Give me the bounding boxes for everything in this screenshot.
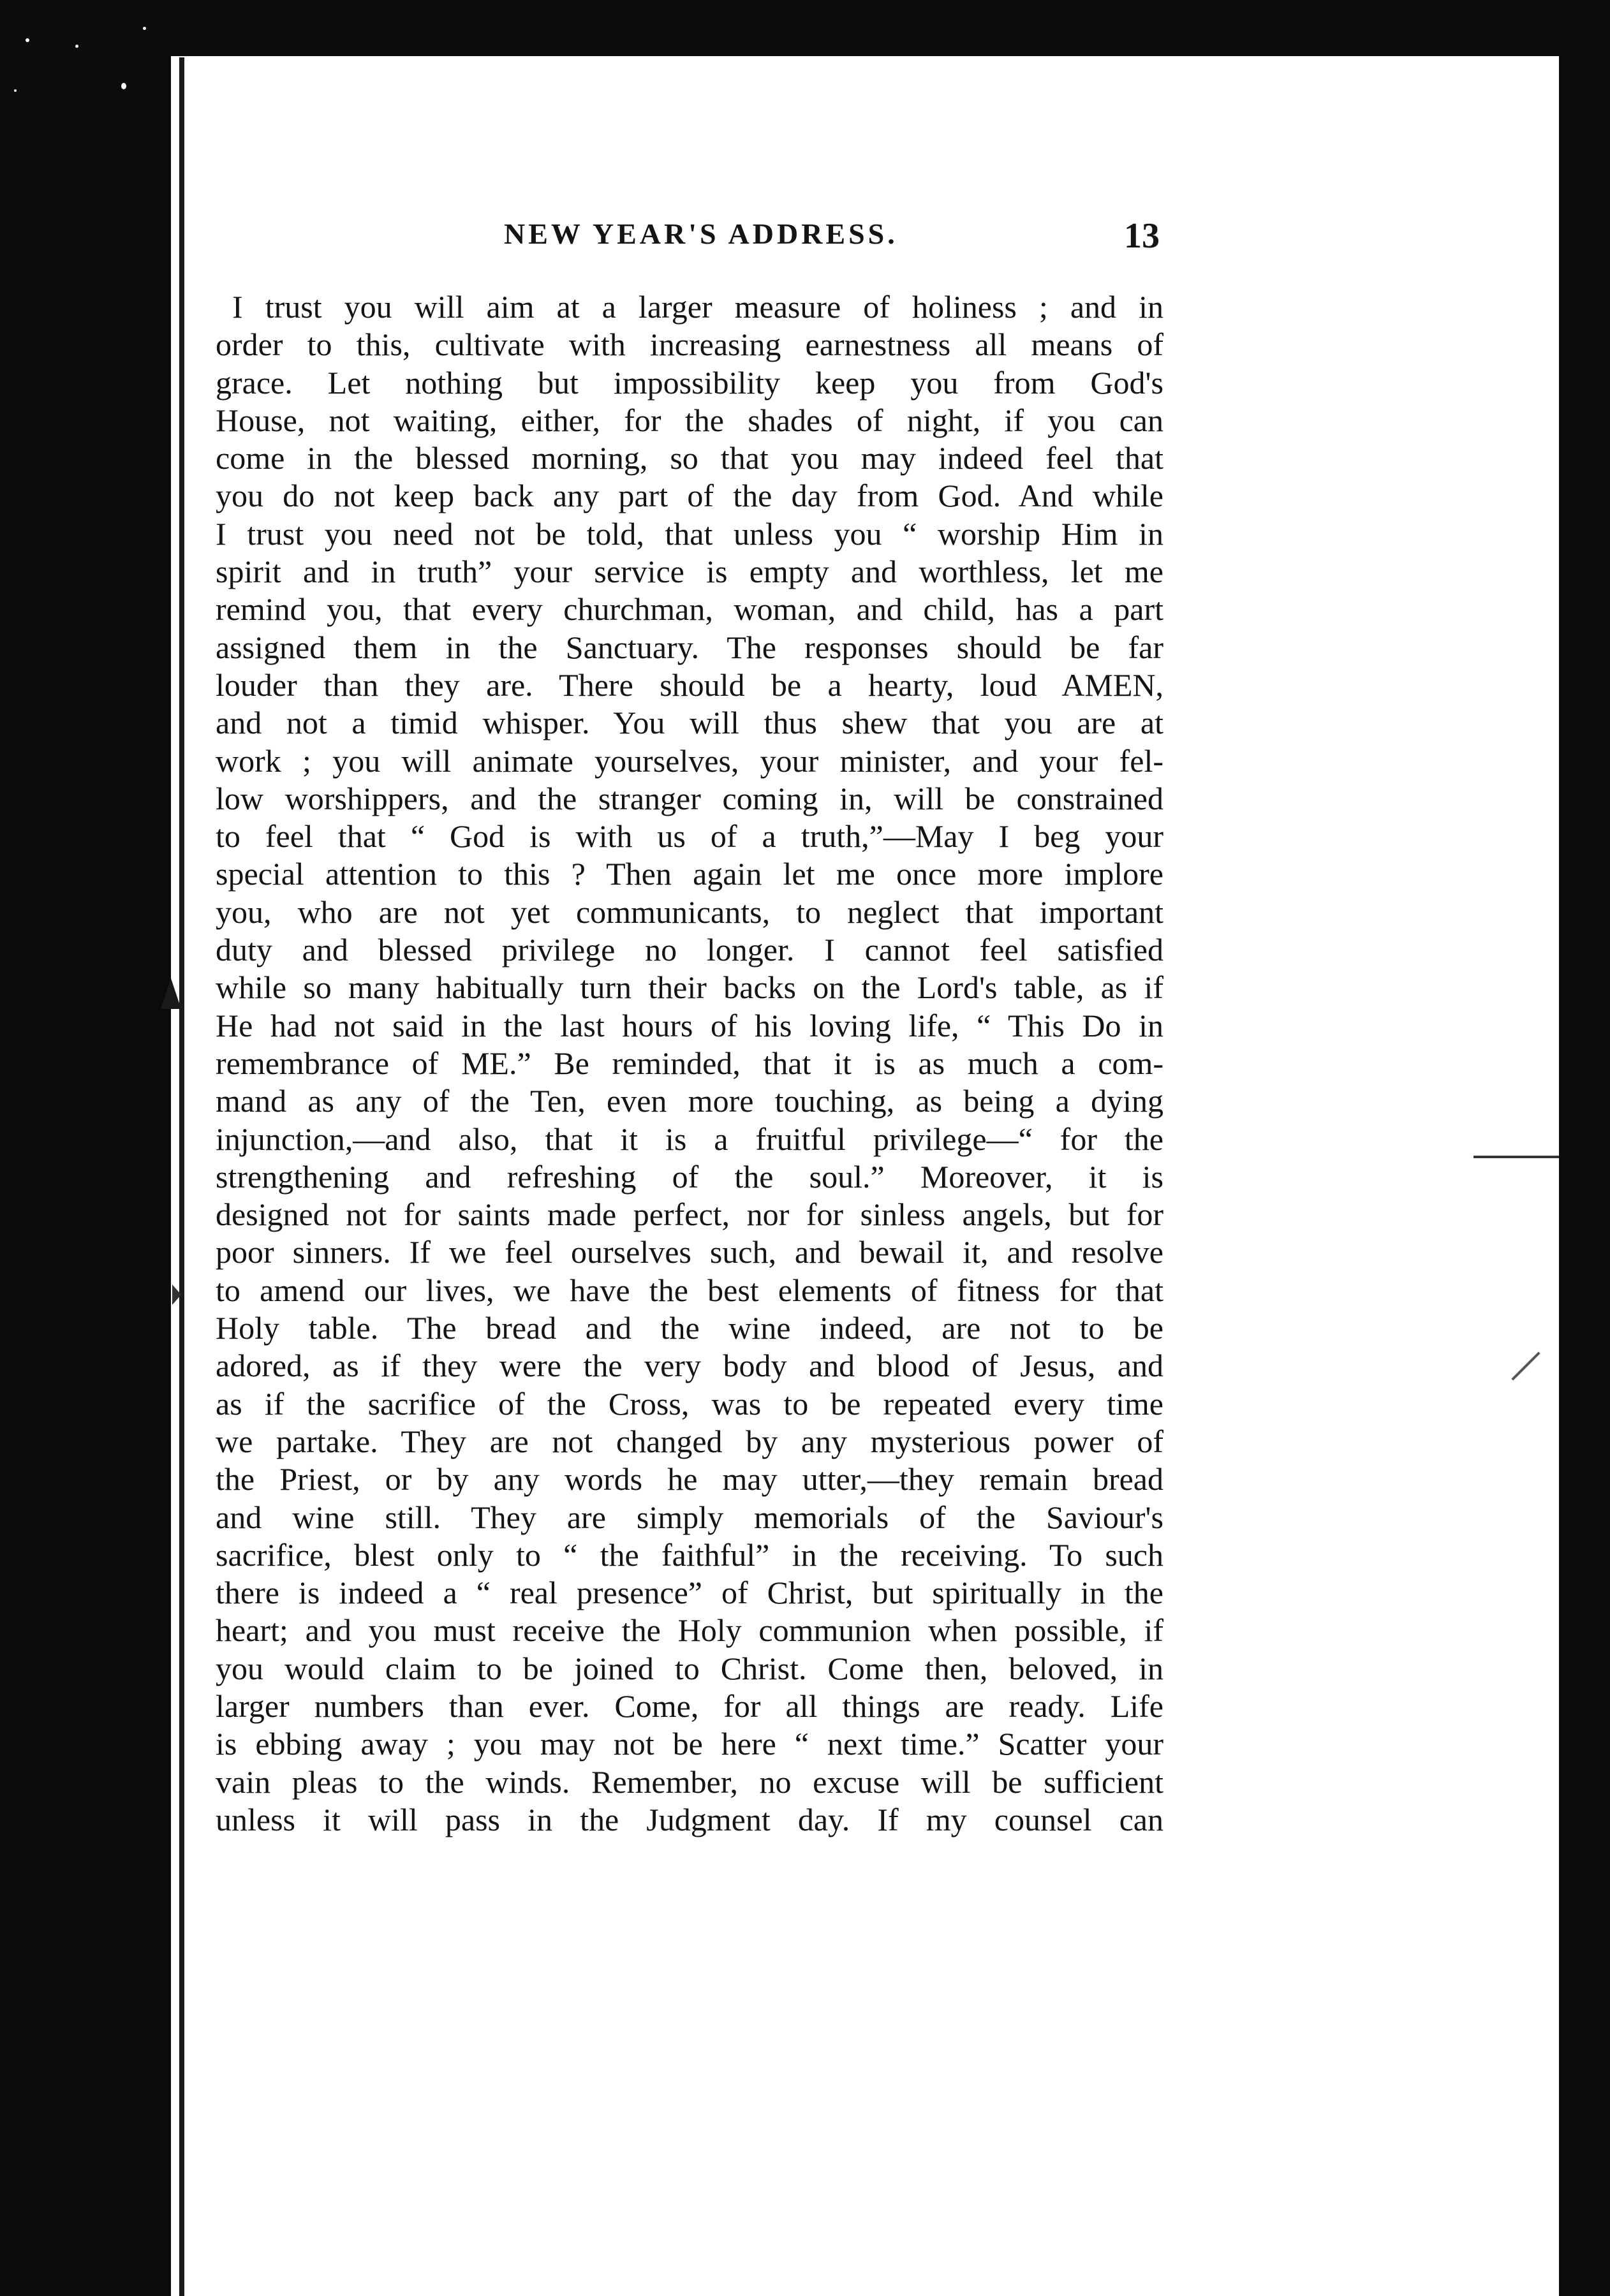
text-line: mand as any of the Ten, even more touching, as being a dying — [216, 1083, 1163, 1119]
margin-mark-small — [171, 1282, 182, 1307]
text-line: while so many habitually turn their backs on the Lord's table, as if — [216, 969, 1163, 1006]
text-line: is ebbing away ; you may not be here “ next time.” Scatter your — [216, 1726, 1163, 1762]
text-line: strengthening and refreshing of the soul.” Moreover, it is — [216, 1158, 1163, 1195]
text-line: there is indeed a “ real presence” of Christ, but spiritually in the — [216, 1575, 1163, 1611]
margin-stroke — [1511, 1351, 1540, 1380]
text-line: come in the blessed morning, so that you may indeed feel that — [216, 440, 1163, 476]
text-line: you, who are not yet communicants, to neglect that important — [216, 894, 1163, 930]
text-line: remembrance of ME.” Be reminded, that it is as much a com- — [216, 1045, 1163, 1081]
text-line: you would claim to be joined to Christ. Come then, beloved, in — [216, 1650, 1163, 1686]
margin-rule — [1473, 1156, 1559, 1158]
page-number: 13 — [1124, 216, 1160, 256]
text-line: special attention to this ? Then again let me once more implore — [216, 856, 1163, 892]
text-line: duty and blessed privilege no longer. I cannot feel satisfied — [216, 932, 1163, 968]
margin-mark — [158, 977, 184, 1013]
text-line: order to this, cultivate with increasing earnestness all means of — [216, 327, 1163, 363]
text-line: and wine still. They are simply memorials of the Saviour's — [216, 1499, 1163, 1535]
text-line: remind you, that every churchman, woman, and child, has a part — [216, 591, 1163, 628]
text-line: we partake. They are not changed by any mysterious power of — [216, 1423, 1163, 1459]
text-line: to feel that “ God is with us of a truth,”—May I beg your — [216, 818, 1163, 855]
scan-border-right — [1559, 0, 1610, 2296]
text-line: work ; you will animate yourselves, your minister, and your fel- — [216, 742, 1163, 779]
text-line: injunction,—and also, that it is a fruitful privilege—“ for the — [216, 1121, 1163, 1157]
scan-border-top — [0, 0, 1610, 56]
text-line: the Priest, or by any words he may utter,—they remain bread — [216, 1461, 1163, 1498]
text-line: as if the sacrifice of the Cross, was to be repeated every time — [216, 1385, 1163, 1422]
page-gutter-line — [179, 57, 184, 2296]
text-line: grace. Let nothing but impossibility keep you from God's — [216, 364, 1163, 401]
text-line: you do not keep back any part of the day from God. And while — [216, 478, 1163, 514]
text-line: I trust you need not be told, that unless you “ worship Him in — [216, 515, 1163, 552]
text-line: I trust you will aim at a larger measure of holiness ; and in — [232, 289, 1163, 325]
text-line: to amend our lives, we have the best elements of fitness for that — [216, 1272, 1163, 1308]
text-line: sacrifice, blest only to “ the faithful” in the receiving. To such — [216, 1536, 1163, 1573]
text-line: heart; and you must receive the Holy communion when possible, if — [216, 1612, 1163, 1649]
text-line: low worshippers, and the stranger coming in, will be constrained — [216, 780, 1163, 816]
body-text — [216, 288, 1163, 1839]
text-line: He had not said in the last hours of his loving life, “ This Do in — [216, 1007, 1163, 1043]
text-line: spirit and in truth” your service is empty and worthless, let me — [216, 554, 1163, 590]
text-line: vain pleas to the winds. Remember, no excuse will be sufficient — [216, 1763, 1163, 1800]
text-line: louder than they are. There should be a hearty, loud AMEN, — [216, 666, 1163, 703]
text-line: larger numbers than ever. Come, for all things are ready. Life — [216, 1688, 1163, 1724]
text-line: assigned them in the Sanctuary. The responses should be far — [216, 629, 1163, 665]
scan-border-left — [0, 0, 171, 2296]
text-line: poor sinners. If we feel ourselves such, and bewail it, and resolve — [216, 1234, 1163, 1270]
text-line: unless it will pass in the Judgment day. If my counsel can — [216, 1801, 1163, 1837]
text-line: designed not for saints made perfect, nor for sinless angels, but for — [216, 1196, 1163, 1233]
text-line: Holy table. The bread and the wine indeed, are not to be — [216, 1310, 1163, 1346]
text-line: and not a timid whisper. You will thus shew that you are at — [216, 705, 1163, 741]
text-line: adored, as if they were the very body and blood of Jesus, and — [216, 1348, 1163, 1384]
running-head: NEW YEAR'S ADDRESS. — [504, 217, 898, 250]
text-line: House, not waiting, either, for the shades of night, if you can — [216, 402, 1163, 438]
